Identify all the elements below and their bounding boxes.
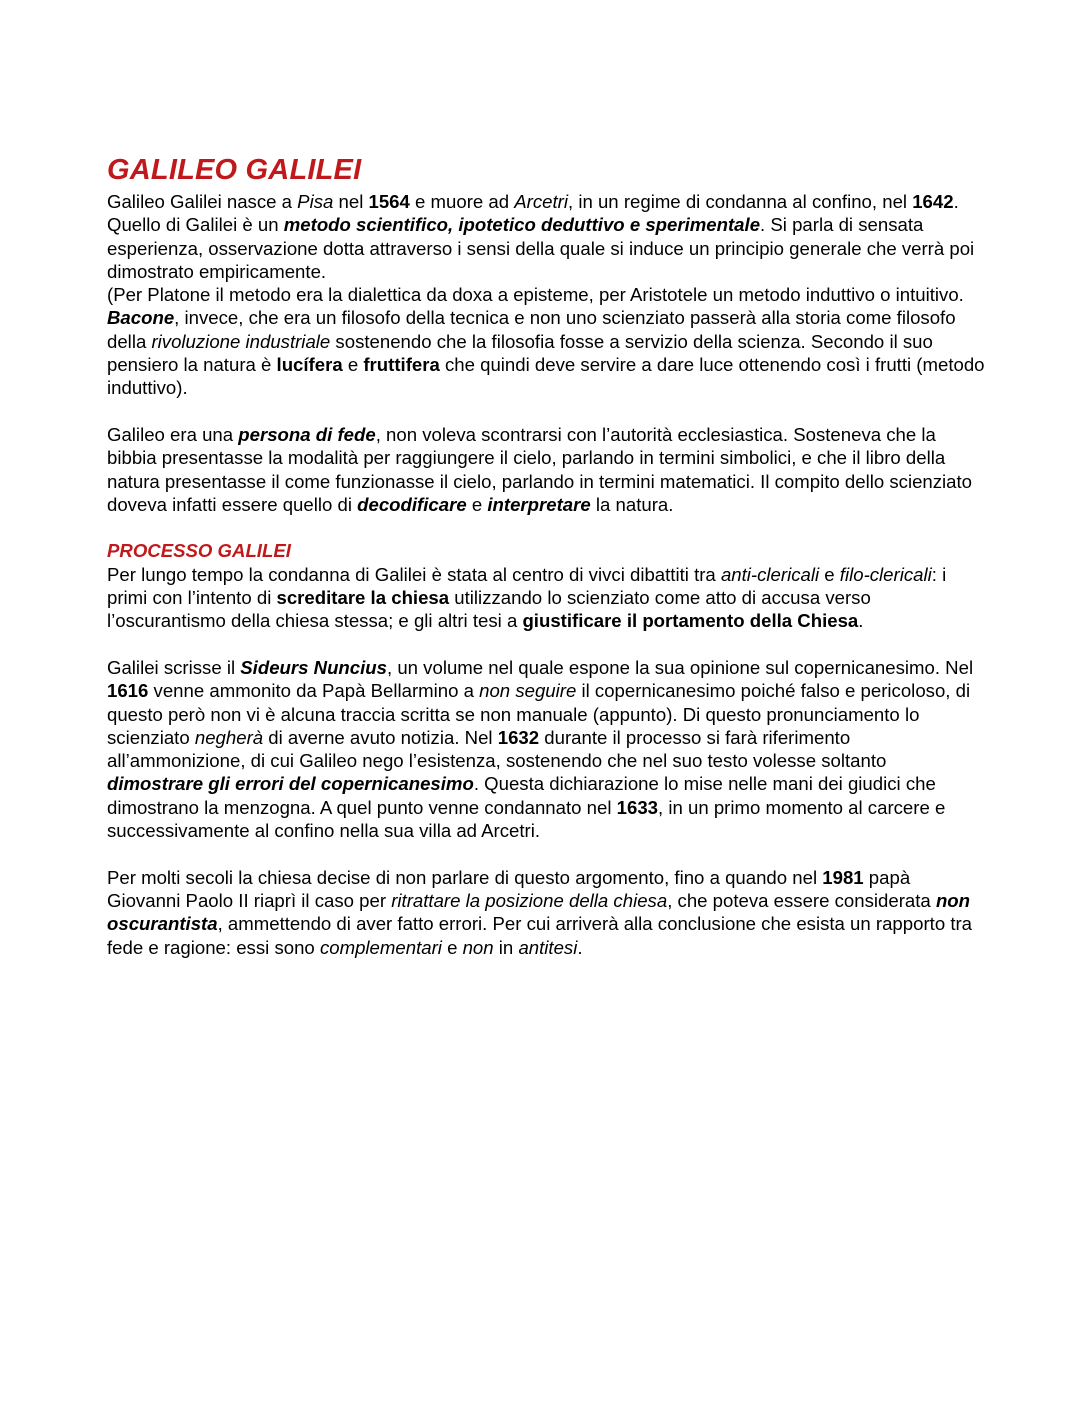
- italic-text: filo-clericali: [839, 563, 932, 585]
- bold-text: 1564: [368, 191, 410, 212]
- paragraph-1981: [107, 866, 987, 959]
- text-run: utilizzando lo scienziato come atto di accusa verso l’oscurantismo della chiesa stessa; e gli altri tesi a: [107, 587, 871, 632]
- text-run: , invece, che era un filosofo della tecnica e non uno scienziato passerà alla storia come filosofo della: [107, 307, 956, 352]
- text-run: , che poteva essere considerata: [667, 889, 936, 911]
- paragraph-fede: [107, 423, 987, 516]
- bold-italic-text: Sideurs Nuncius: [240, 656, 387, 678]
- text-run: e: [441, 936, 463, 958]
- paragraph-platone-aristotele: [107, 283, 987, 306]
- italic-text: ritrattare la posizione della chiesa: [391, 889, 668, 911]
- text-run: che quindi deve servire a dare luce ottenendo così i frutti (metodo induttivo).: [107, 354, 985, 399]
- bold-text: 1981: [822, 866, 864, 888]
- text-run: , in un primo momento al carcere e successivamente al confino nella sua villa ad Arcetri.: [107, 796, 946, 842]
- text-run: papà Giovanni Paolo II riaprì il caso per: [107, 866, 911, 911]
- text-run: . Questa dichiarazione lo mise nelle mani dei giudici che dimostrano la menzogna. A quel punto venne condannato nel: [107, 773, 936, 818]
- paragraph-intro: [107, 190, 987, 283]
- bold-italic-text: Bacone: [107, 307, 175, 329]
- bold-italic-text: decodificare: [357, 493, 467, 515]
- text-run: Galilei scrisse il: [107, 656, 241, 678]
- text-run: in: [493, 936, 519, 958]
- text-run: (Per Platone il metodo era la dialettica da doxa a episteme, per Aristotele un metodo induttivo o intuitivo.: [107, 284, 964, 306]
- bold-italic-text: persona di fede: [238, 423, 376, 445]
- text-run: e: [819, 563, 840, 585]
- bold-italic-text: non oscurantista: [107, 889, 971, 935]
- italic-text: negherà: [194, 726, 264, 748]
- italic-text: non: [462, 936, 494, 958]
- text-run: , ammettendo di aver fatto errori. Per cui arriverà alla conclusione che esista un rapporto tra fede e ragione: essi sono: [107, 913, 973, 958]
- text-run: il copernicanesimo poiché falso e pericoloso, di questo però non vi è alcuna traccia scritta se non manuale (appunto). Di questo pronunciamento lo scienziato: [107, 680, 971, 748]
- text-run: e: [342, 354, 364, 376]
- text-run: sostenendo che la filosofia fosse a servizio della scienza. Secondo il suo pensiero la natura è: [107, 330, 933, 376]
- text-run: di averne avuto notizia. Nel: [263, 726, 498, 748]
- text-run: durante il processo si farà riferimento all’ammonizione, di cui Galileo nego l’esistenza, sostenendo che nel suo testo volesse soltanto: [107, 726, 887, 772]
- text-run: nel: [333, 191, 369, 212]
- paragraph-bacone: [107, 306, 987, 399]
- text-run: e: [466, 493, 488, 515]
- italic-text: complementari: [319, 936, 442, 958]
- bold-text: giustificare il portamento della Chiesa: [522, 610, 859, 632]
- text-run: : i primi con l’intento di: [107, 563, 947, 609]
- bold-italic-text: dimostrare gli errori del copernicanesimo: [107, 773, 474, 795]
- document-page: [107, 152, 987, 959]
- italic-text: Arcetri: [514, 191, 568, 212]
- text-run: Galileo era una: [107, 423, 239, 445]
- bold-italic-text: metodo scientifico, ipotetico deduttivo e sperimentale: [283, 214, 761, 236]
- bold-text: fruttifera: [363, 354, 440, 376]
- bold-text: 1633: [616, 796, 659, 818]
- italic-text: non seguire: [479, 680, 577, 702]
- text-run: , non voleva scontrarsi con l’autorità ecclesiastica. Sosteneva che la bibbia presentasse la modalità per raggiungere il cielo, parlando in termini simbolici, e che il libro della natura presentasse il come funzionasse il cielo, parlando in termini matematici. Il compito dello scienziato doveva infatti essere quello di: [107, 423, 973, 515]
- text-run: . Quello di Galilei è un: [107, 191, 959, 236]
- bold-text: 1632: [497, 726, 540, 748]
- text-run: .: [577, 936, 583, 958]
- paragraph-condanna: [107, 563, 987, 633]
- text-run: Per molti secoli la chiesa decise di non parlare di questo argomento, fino a quando nel: [107, 866, 823, 888]
- bold-text: 1642: [912, 191, 954, 212]
- text-run: la natura.: [590, 493, 674, 515]
- italic-text: rivoluzione industriale: [151, 330, 331, 352]
- paragraph-sideurs-nuncius: [107, 656, 987, 842]
- text-run: Per lungo tempo la condanna di Galilei è stata al centro di vivci dibattiti tra: [107, 563, 721, 585]
- section-title-processo: PROCESSO GALILEI: [107, 540, 291, 562]
- text-run: venne ammonito da Papà Bellarmino a: [148, 680, 480, 702]
- page-title: GALILEO GALILEI: [107, 154, 362, 186]
- text-run: e muore ad: [409, 191, 515, 212]
- italic-text: antitesi: [518, 936, 578, 958]
- text-run: Galileo Galilei nasce a: [107, 191, 298, 212]
- italic-text: Pisa: [297, 191, 334, 212]
- bold-italic-text: interpretare: [487, 493, 591, 515]
- bold-text: screditare la chiesa: [276, 587, 450, 609]
- text-run: . Si parla di sensata esperienza, osservazione dotta attraverso i sensi della quale si induce un principio generale che verrà poi dimostrato empiricamente.: [107, 214, 975, 282]
- text-run: .: [858, 610, 864, 632]
- italic-text: anti-clericali: [720, 563, 820, 585]
- text-run: , in un regime di condanna al confino, nel: [568, 191, 913, 212]
- text-run: , un volume nel quale espone la sua opinione sul copernicanesimo. Nel: [387, 656, 974, 678]
- bold-text: 1616: [107, 680, 149, 702]
- bold-text: lucífera: [276, 354, 343, 376]
